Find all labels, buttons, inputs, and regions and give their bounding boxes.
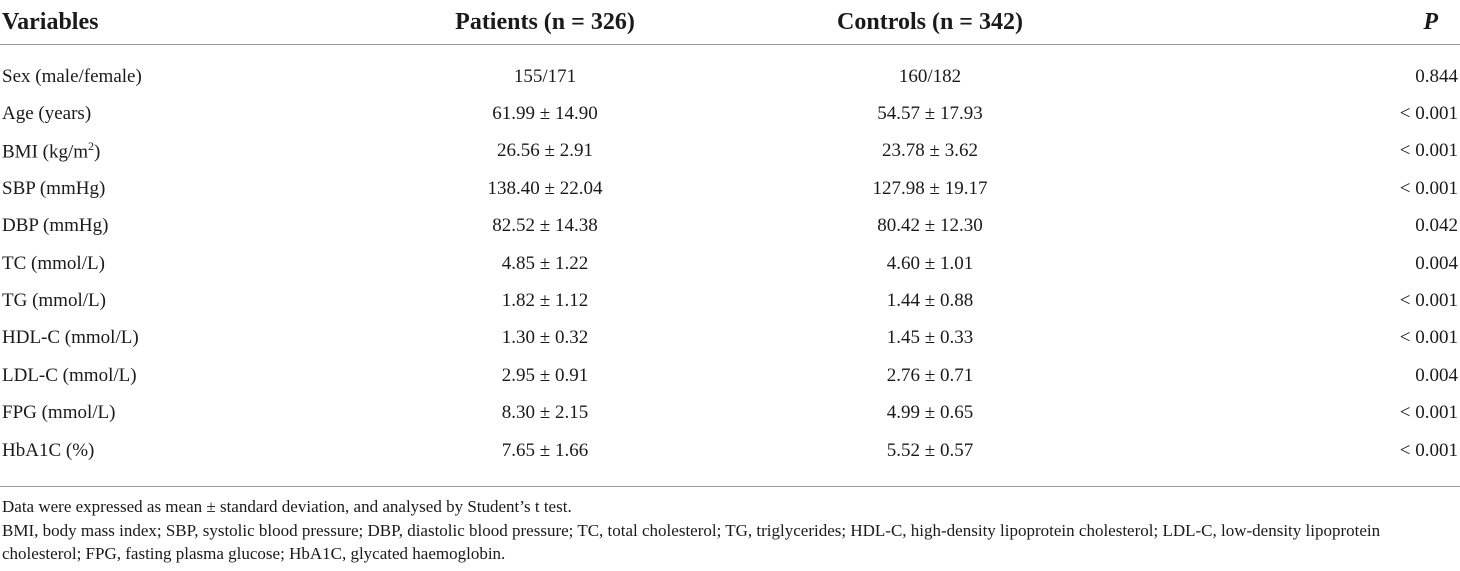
cell-patients: 8.30 ± 2.15 — [501, 402, 589, 424]
cell-controls: 4.99 ± 0.65 — [886, 402, 974, 424]
cell-controls: 80.42 ± 12.30 — [877, 215, 983, 237]
cell-variable: FPG (mmol/L) — [2, 402, 116, 424]
cell-controls: 160/182 — [898, 65, 962, 87]
cell-variable: HbA1C (%) — [2, 439, 95, 461]
cell-variable-superscript: 2 — [88, 139, 95, 154]
cell-p: < 0.001 — [1399, 327, 1458, 349]
header-controls: Controls (n = 342) — [837, 8, 1023, 35]
header-variables: Variables — [2, 8, 99, 35]
table-row — [0, 395, 1460, 432]
cell-variable: DBP (mmHg) — [2, 215, 109, 237]
cell-p: < 0.001 — [1399, 290, 1458, 312]
cell-p: < 0.001 — [1399, 103, 1458, 125]
cell-p: 0.844 — [1415, 65, 1458, 87]
cell-p: < 0.001 — [1399, 177, 1458, 199]
cell-patients: 7.65 ± 1.66 — [501, 439, 589, 461]
cell-controls: 127.98 ± 19.17 — [872, 177, 988, 199]
cell-patients: 4.85 ± 1.22 — [501, 252, 589, 274]
table-row — [0, 357, 1460, 394]
table-row — [0, 58, 1460, 95]
cell-variable: LDL-C (mmol/L) — [2, 364, 137, 386]
table-header — [0, 0, 1460, 45]
table-footnotes — [2, 495, 1458, 566]
cell-controls: 1.45 ± 0.33 — [886, 327, 974, 349]
cell-variable: TC (mmol/L) — [2, 252, 105, 274]
cell-variable: Age (years) — [2, 103, 92, 125]
table-row — [0, 170, 1460, 207]
cell-controls: 2.76 ± 0.71 — [886, 364, 974, 386]
cell-patients: 1.30 ± 0.32 — [501, 327, 589, 349]
table-bottom-rule — [0, 486, 1460, 487]
header-p: P — [1423, 8, 1438, 35]
table-body — [0, 45, 1460, 470]
cell-variable: HDL-C (mmol/L) — [2, 327, 139, 349]
table-row — [0, 432, 1460, 469]
header-patients: Patients (n = 326) — [455, 8, 635, 35]
cell-patients: 2.95 ± 0.91 — [501, 364, 589, 386]
cell-controls: 4.60 ± 1.01 — [886, 252, 974, 274]
cell-variable — [0, 133, 330, 170]
cell-variable: SBP (mmHg) — [2, 177, 106, 199]
footnote-statistics: Data were expressed as mean ± standard deviation, and analysed by Student’s t test. — [2, 497, 572, 516]
cell-variable: TG (mmol/L) — [2, 290, 106, 312]
cell-variable-tail: ) — [94, 141, 101, 163]
cell-controls: 23.78 ± 3.62 — [882, 140, 978, 162]
cell-controls: 5.52 ± 0.57 — [886, 439, 974, 461]
cell-variable: Sex (male/female) — [2, 65, 142, 87]
table-row — [0, 133, 1460, 170]
cell-patients: 138.40 ± 22.04 — [487, 177, 603, 199]
cell-patients: 61.99 ± 14.90 — [492, 103, 598, 125]
cell-p: 0.004 — [1415, 252, 1458, 274]
cell-p: < 0.001 — [1399, 402, 1458, 424]
cell-p: < 0.001 — [1399, 140, 1458, 162]
cell-patients: 1.82 ± 1.12 — [501, 290, 589, 312]
cell-patients: 82.52 ± 14.38 — [492, 215, 598, 237]
table-row — [0, 282, 1460, 319]
cell-p: 0.042 — [1415, 215, 1458, 237]
table-row — [0, 95, 1460, 132]
cell-controls: 54.57 ± 17.93 — [877, 103, 983, 125]
cell-patients: 155/171 — [513, 65, 577, 87]
cell-p: 0.004 — [1415, 364, 1458, 386]
cell-controls: 1.44 ± 0.88 — [886, 290, 974, 312]
table-row — [0, 320, 1460, 357]
cell-variable-text: BMI (kg/m — [2, 141, 89, 163]
table-row — [0, 245, 1460, 282]
table-row — [0, 208, 1460, 245]
footnote-abbreviations: BMI, body mass index; SBP, systolic blood pressure; DBP, diastolic blood pressure; TC, total cholesterol; TG, triglycerides; HDL-C, high-density lipoprotein cholesterol; LDL-C, low-density lipoprotein cholesterol; FPG, fasting plasma glucose; HbA1C, glycated haemoglobin. — [2, 520, 1381, 563]
cell-patients: 26.56 ± 2.91 — [497, 140, 593, 162]
cell-p: < 0.001 — [1399, 439, 1458, 461]
